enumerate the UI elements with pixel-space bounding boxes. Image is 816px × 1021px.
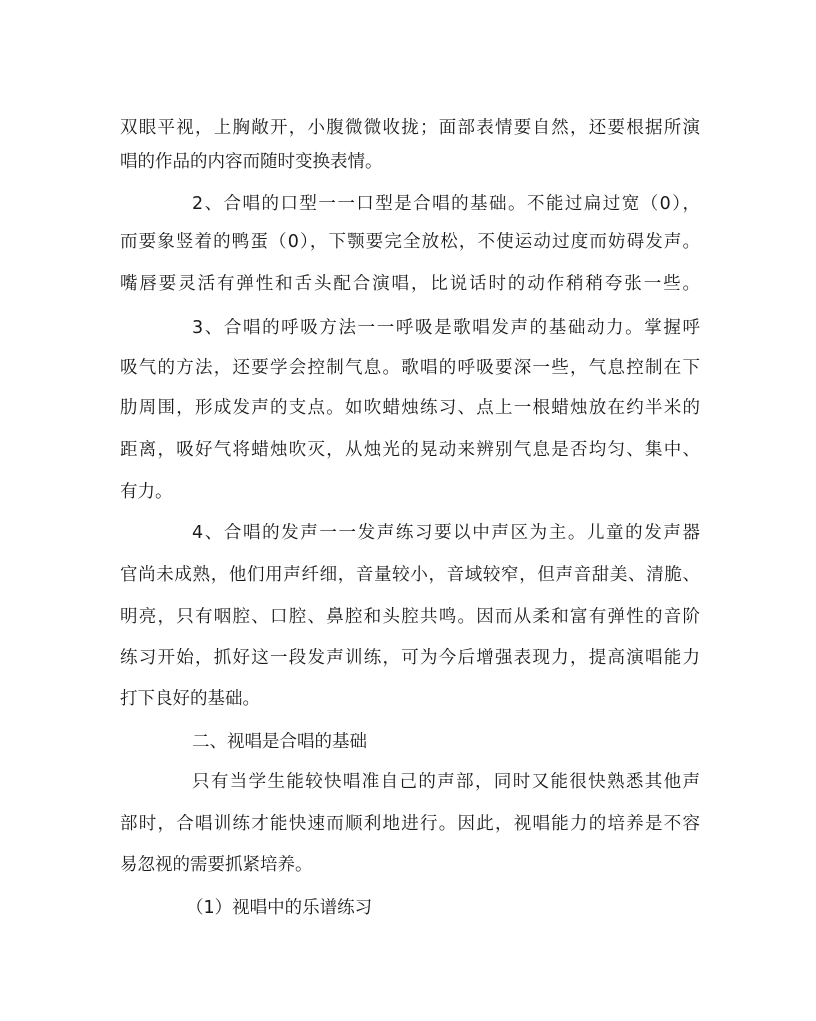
text-line-4: 而要象竖着的鸭蛋（0），下颚要完全放松，不使运动过度而妨碍发声。	[120, 232, 700, 252]
text-line-18: 部时，合唱训练才能快速而顺利地进行。因此，视唱能力的培养是不容	[120, 814, 700, 834]
text-line-5: 嘴唇要灵活有弹性和舌头配合演唱，比说话时的动作稍稍夸张一些。	[120, 274, 700, 294]
text-line-7: 吸气的方法，还要学会控制气息。歌唱的呼吸要深一些，气息控制在下	[120, 358, 700, 378]
subsection-heading: （1）视唱中的乐谱练习	[186, 898, 373, 918]
text-line-2: 唱的作品的内容而随时变换表情。	[120, 152, 383, 172]
text-line-1: 双眼平视，上胸敞开，小腹微微收拢；面部表情要自然，还要根据所演	[120, 118, 700, 138]
text-line-10: 有力。	[120, 482, 173, 502]
text-line-3: 2、合唱的口型一一口型是合唱的基础。不能过扁过宽（0），	[192, 194, 700, 214]
text-line-12: 官尚未成熟，他们用声纤细，音量较小，音域较窄，但声音甜美、清脆、	[120, 565, 700, 585]
text-line-19: 易忽视的需要抓紧培养。	[120, 855, 313, 875]
text-line-17: 只有当学生能较快唱准自己的声部，同时又能很快熟悉其他声	[192, 772, 700, 792]
section-heading: 二、视唱是合唱的基础	[192, 732, 367, 752]
text-line-8: 肋周围，形成发声的支点。如吹蜡烛练习、点上一根蜡烛放在约半米的	[120, 398, 700, 418]
text-line-11: 4、合唱的发声一一发声练习要以中声区为主。儿童的发声器	[192, 523, 700, 543]
text-line-6: 3、合唱的呼吸方法一一呼吸是歌唱发声的基础动力。掌握呼	[192, 318, 700, 338]
text-line-9: 距离，吸好气将蜡烛吹灭，从烛光的晃动来辨别气息是否均匀、集中、	[120, 440, 700, 460]
text-line-15: 打下良好的基础。	[120, 689, 260, 709]
text-line-13: 明亮，只有咽腔、口腔、鼻腔和头腔共鸣。因而从柔和富有弹性的音阶	[120, 607, 700, 627]
text-line-14: 练习开始，抓好这一段发声训练，可为今后增强表现力，提高演唱能力	[120, 648, 700, 668]
